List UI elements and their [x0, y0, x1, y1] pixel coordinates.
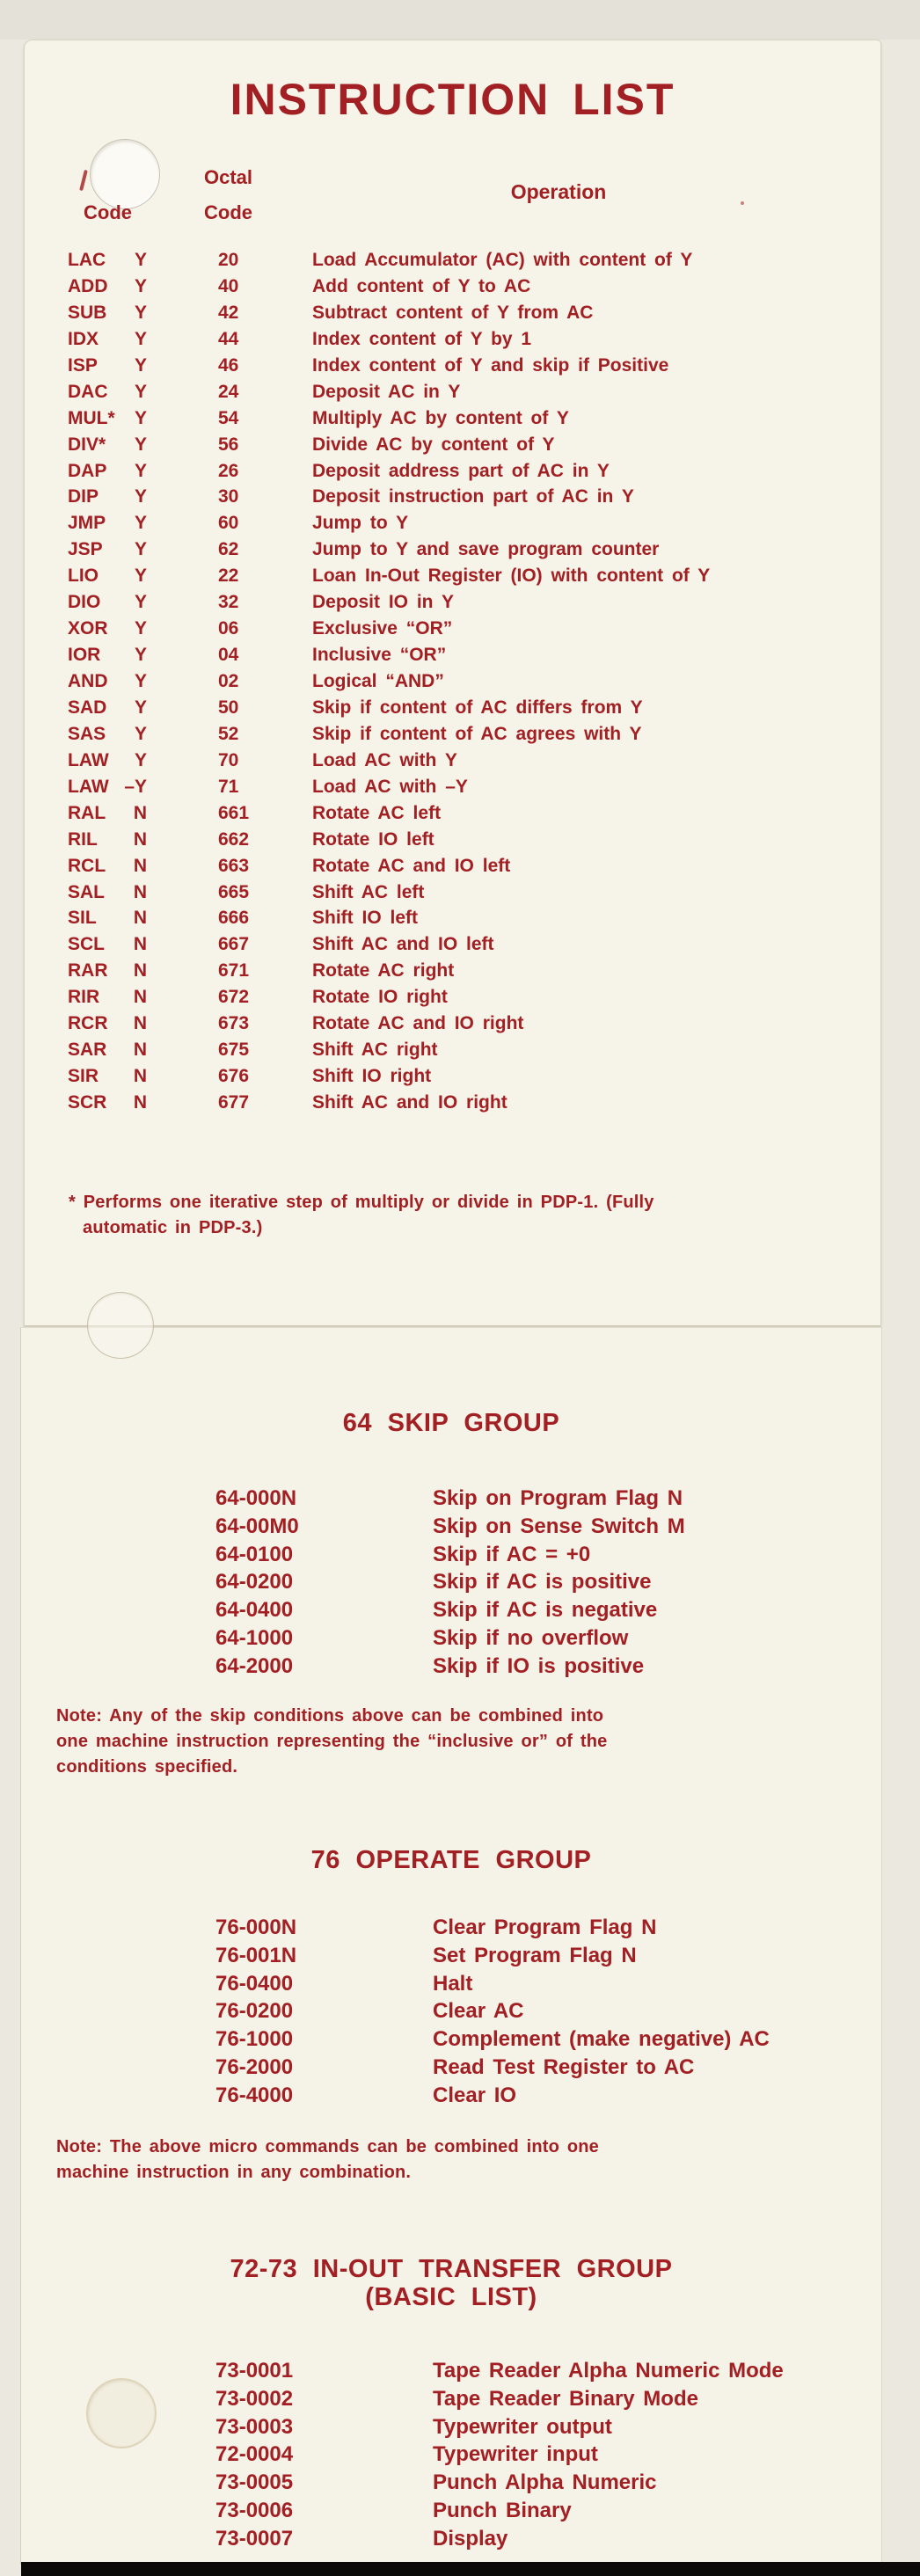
mnemonic-cell: AND — [68, 671, 108, 691]
octal-cell: 676 — [218, 1066, 250, 1087]
flag-cell: N — [133, 1066, 147, 1087]
table-row — [68, 379, 877, 405]
octal-cell: 60 — [218, 513, 239, 534]
flag-cell: N — [133, 1040, 147, 1061]
operation-cell: Multiply AC by content of Y — [312, 407, 569, 428]
octal-cell: 76-2000 — [215, 2054, 294, 2079]
operation-cell: Punch Alpha Numeric — [433, 2470, 657, 2495]
table-row — [68, 958, 877, 984]
octal-cell: 22 — [218, 566, 239, 587]
octal-cell: 62 — [218, 539, 239, 560]
operation-cell: Shift IO right — [312, 1066, 432, 1087]
mnemonic-cell: SAL — [68, 881, 105, 902]
table-row — [215, 1624, 849, 1653]
flag-cell: Y — [134, 381, 147, 402]
octal-cell: 54 — [218, 407, 239, 428]
octal-cell: 64-0200 — [215, 1570, 294, 1594]
section-heading-skip-group: 64 SKIP GROUP — [342, 1409, 560, 1437]
operation-cell: Add content of Y to AC — [312, 275, 531, 296]
mnemonic-cell: LAW — [68, 749, 109, 770]
operation-cell: Loan In-Out Register (IO) with content of Y — [312, 566, 711, 587]
operation-cell: Skip if IO is positive — [433, 1653, 645, 1678]
operation-cell: Clear AC — [433, 1999, 524, 2024]
table-row — [68, 1063, 877, 1090]
flag-cell: Y — [134, 697, 147, 718]
mnemonic-cell: SAR — [68, 1040, 107, 1061]
operation-cell: Load AC with –Y — [312, 776, 468, 797]
mnemonic-cell: SCR — [68, 1092, 107, 1113]
mnemonic-cell: SCL — [68, 934, 105, 955]
flag-cell: Y — [134, 749, 147, 770]
table-row — [215, 1914, 849, 1942]
table-row — [68, 484, 877, 510]
mnemonic-cell: ISP — [68, 354, 98, 376]
octal-cell: 661 — [218, 802, 250, 823]
mnemonic-cell: SIR — [68, 1066, 99, 1087]
octal-cell: 671 — [218, 960, 250, 982]
operation-cell: Typewriter input — [433, 2442, 598, 2467]
operation-cell: Rotate IO right — [312, 987, 448, 1008]
mnemonic-cell: RAR — [68, 960, 108, 982]
octal-cell: 64-0400 — [215, 1598, 294, 1623]
column-header-code: Code — [84, 201, 132, 223]
table-row — [215, 2413, 849, 2441]
flag-cell: Y — [134, 434, 147, 455]
operation-cell: Rotate AC right — [312, 960, 455, 982]
octal-cell: 02 — [218, 671, 239, 691]
operation-cell: Deposit instruction part of AC in Y — [312, 486, 634, 507]
note-line: conditions specified. — [56, 1757, 238, 1777]
operation-cell: Shift IO left — [312, 908, 418, 929]
table-row — [68, 563, 877, 589]
mnemonic-cell: DIV* — [68, 434, 106, 455]
flag-cell: Y — [134, 671, 147, 691]
page-title: INSTRUCTION LIST — [230, 75, 675, 124]
octal-cell: 667 — [218, 934, 250, 955]
operation-cell: Read Test Register to AC — [433, 2054, 695, 2079]
operation-cell: Skip on Sense Switch M — [433, 1514, 685, 1538]
operation-cell: Skip if AC = +0 — [433, 1542, 591, 1566]
mnemonic-cell: SAS — [68, 723, 106, 744]
column-header-operation: Operation — [510, 180, 607, 203]
table-row — [215, 2025, 849, 2054]
octal-cell: 46 — [218, 354, 239, 376]
mnemonic-cell: DIP — [68, 486, 99, 507]
section-heading-inout-group: 72-73 IN-OUT TRANSFER GROUP — [230, 2255, 673, 2283]
octal-cell: 76-0200 — [215, 1999, 294, 2024]
mnemonic-cell: LAW — [68, 776, 109, 797]
mnemonic-cell: DAP — [68, 460, 107, 481]
table-row — [68, 589, 877, 616]
flag-cell: Y — [134, 275, 147, 296]
table-row — [215, 2082, 849, 2110]
operation-cell: Clear IO — [433, 2083, 517, 2107]
octal-cell: 52 — [218, 723, 239, 744]
note-line: Note: Any of the skip conditions above can be combined into — [56, 1706, 604, 1726]
operate-group-table — [215, 1914, 849, 2110]
operation-cell: Punch Binary — [433, 2498, 572, 2522]
ink-speck — [741, 201, 744, 205]
mnemonic-cell: LAC — [68, 250, 106, 270]
table-row — [68, 536, 877, 563]
operation-cell: Exclusive “OR” — [312, 618, 453, 639]
octal-cell: 73-0001 — [215, 2359, 294, 2383]
operation-cell: Rotate IO left — [312, 828, 434, 850]
note-line: Note: The above micro commands can be combined into one — [56, 2137, 599, 2156]
flag-cell: Y — [134, 723, 147, 744]
octal-cell: 44 — [218, 328, 239, 349]
octal-cell: 64-000N — [215, 1486, 297, 1510]
octal-cell: 73-0006 — [215, 2498, 294, 2522]
operation-cell: Logical “AND” — [312, 671, 444, 691]
operation-cell: Load AC with Y — [312, 749, 457, 770]
octal-cell: 76-000N — [215, 1916, 297, 1939]
table-row — [215, 2441, 849, 2469]
octal-cell: 73-0002 — [215, 2386, 294, 2411]
operation-cell: Display — [433, 2526, 508, 2550]
octal-cell: 24 — [218, 381, 239, 402]
octal-cell: 70 — [218, 749, 239, 770]
flag-cell: N — [133, 855, 147, 876]
skip-group-note — [56, 1704, 608, 1780]
mnemonic-cell: MUL* — [68, 407, 115, 428]
mnemonic-cell: XOR — [68, 618, 108, 639]
flag-cell: Y — [134, 645, 147, 666]
octal-cell: 72-0004 — [215, 2442, 294, 2467]
octal-cell: 76-001N — [215, 1943, 297, 1967]
table-row — [68, 853, 877, 879]
column-header-octal-line1: Octal — [204, 166, 253, 188]
table-row — [215, 1997, 849, 2025]
mnemonic-cell: SAD — [68, 697, 107, 718]
table-row — [68, 616, 877, 642]
flag-cell: Y — [134, 328, 147, 349]
mnemonic-cell: RIL — [68, 828, 98, 850]
flag-cell: N — [133, 987, 147, 1008]
table-row — [68, 800, 877, 827]
operate-group-note — [56, 2135, 599, 2186]
octal-cell: 20 — [218, 250, 239, 270]
operation-cell: Deposit AC in Y — [312, 381, 461, 402]
flag-cell: Y — [134, 618, 147, 639]
operation-cell: Skip if no overflow — [433, 1625, 629, 1650]
operation-cell: Skip if AC is negative — [433, 1598, 658, 1623]
operation-cell: Deposit IO in Y — [312, 592, 454, 613]
table-row — [215, 1596, 849, 1624]
table-row — [68, 642, 877, 668]
octal-cell: 56 — [218, 434, 239, 455]
operation-cell: Shift AC and IO right — [312, 1092, 507, 1113]
octal-cell: 76-0400 — [215, 1971, 294, 1996]
mnemonic-cell: IOR — [68, 645, 101, 666]
note-line: machine instruction in any combination. — [56, 2163, 412, 2182]
table-row — [215, 2497, 849, 2525]
section-heading-operate-group: 76 OPERATE GROUP — [310, 1846, 592, 1874]
octal-cell: 76-4000 — [215, 2083, 294, 2107]
operation-cell: Skip on Program Flag N — [433, 1486, 683, 1510]
flag-cell: N — [133, 934, 147, 955]
flag-cell: Y — [134, 407, 147, 428]
octal-cell: 73-0007 — [215, 2526, 294, 2550]
table-row — [68, 300, 877, 326]
table-row — [68, 721, 877, 748]
scan-top-margin — [0, 0, 920, 40]
flag-cell: Y — [134, 460, 147, 481]
flag-cell: N — [133, 1013, 147, 1034]
mnemonic-cell: SIL — [68, 908, 97, 929]
mnemonic-cell: RCL — [68, 855, 106, 876]
flag-cell: Y — [134, 592, 147, 613]
flag-cell: N — [133, 802, 147, 823]
octal-cell: 04 — [218, 645, 239, 666]
footnote-line2: automatic in PDP-3.) — [83, 1218, 263, 1237]
table-row — [215, 2385, 849, 2413]
mnemonic-cell: DAC — [68, 381, 108, 402]
table-row — [215, 1653, 849, 1681]
flag-cell: Y — [134, 539, 147, 560]
flag-cell: N — [133, 881, 147, 902]
operation-cell: Divide AC by content of Y — [312, 434, 555, 455]
octal-cell: 673 — [218, 1013, 250, 1034]
table-row — [68, 774, 877, 800]
table-row — [215, 1485, 849, 1513]
inout-group-table — [215, 2357, 849, 2553]
flag-cell: Y — [134, 566, 147, 587]
mnemonic-cell: ADD — [68, 275, 108, 296]
table-row — [68, 432, 877, 458]
octal-cell: 677 — [218, 1092, 250, 1113]
flag-cell: Y — [134, 302, 147, 323]
flag-cell: Y — [134, 486, 147, 507]
mnemonic-cell: IDX — [68, 328, 99, 349]
mnemonic-cell: JSP — [68, 539, 103, 560]
table-row — [68, 931, 877, 958]
table-row — [68, 1011, 877, 1037]
operation-cell: Skip if content of AC differs from Y — [312, 697, 643, 718]
operation-cell: Inclusive “OR” — [312, 645, 447, 666]
table-row — [68, 405, 877, 432]
operation-cell: Skip if AC is positive — [433, 1570, 652, 1594]
operation-cell: Set Program Flag N — [433, 1943, 637, 1967]
octal-cell: 32 — [218, 592, 239, 613]
octal-cell: 666 — [218, 908, 250, 929]
punch-hole — [90, 139, 160, 209]
table-row — [68, 879, 877, 906]
flag-cell: N — [133, 908, 147, 929]
table-row — [68, 748, 877, 774]
table-row — [68, 510, 877, 536]
octal-cell: 73-0005 — [215, 2470, 294, 2495]
octal-cell: 64-1000 — [215, 1625, 294, 1650]
operation-cell: Jump to Y — [312, 513, 409, 534]
operation-cell: Index content of Y and skip if Positive — [312, 354, 669, 376]
operation-cell: Halt — [433, 1971, 473, 1996]
column-header-octal-line2: Code — [204, 201, 252, 223]
table-row — [215, 1970, 849, 1998]
punch-ring-middle — [87, 1292, 154, 1359]
operation-cell: Rotate AC and IO right — [312, 1013, 524, 1034]
mnemonic-cell: RCR — [68, 1013, 108, 1034]
table-row — [68, 274, 877, 300]
table-row — [68, 827, 877, 853]
note-line: one machine instruction representing the “inclusive or” of the — [56, 1732, 608, 1751]
table-row — [215, 2525, 849, 2553]
flag-cell: Y — [134, 354, 147, 376]
operation-cell: Load Accumulator (AC) with content of Y — [312, 250, 693, 270]
octal-cell: 64-00M0 — [215, 1514, 299, 1538]
mnemonic-cell: RAL — [68, 802, 106, 823]
flag-cell: N — [133, 1092, 147, 1113]
table-row — [215, 1942, 849, 1970]
operation-cell: Typewriter output — [433, 2414, 612, 2439]
flag-cell: Y — [134, 250, 147, 270]
flag-cell: N — [133, 828, 147, 850]
table-row — [215, 2357, 849, 2385]
table-row — [68, 326, 877, 353]
table-row — [215, 2054, 849, 2082]
table-row — [68, 353, 877, 379]
octal-cell: 662 — [218, 828, 250, 850]
octal-cell: 71 — [218, 776, 239, 797]
octal-cell: 76-1000 — [215, 2027, 294, 2052]
table-row — [68, 668, 877, 695]
table-row — [68, 984, 877, 1011]
table-row — [215, 2469, 849, 2497]
octal-cell: 672 — [218, 987, 250, 1008]
table-row — [68, 458, 877, 485]
operation-cell: Shift AC left — [312, 881, 425, 902]
mnemonic-cell: JMP — [68, 513, 106, 534]
operation-cell: Skip if content of AC agrees with Y — [312, 723, 642, 744]
octal-cell: 30 — [218, 486, 239, 507]
operation-cell: Complement (make negative) AC — [433, 2027, 770, 2052]
punch-ring-bottom — [86, 2378, 157, 2448]
octal-cell: 73-0003 — [215, 2414, 294, 2439]
operation-cell: Tape Reader Alpha Numeric Mode — [433, 2359, 784, 2383]
operation-cell: Shift AC and IO left — [312, 934, 494, 955]
flag-cell: –Y — [124, 776, 147, 797]
octal-cell: 64-2000 — [215, 1653, 294, 1678]
octal-cell: 26 — [218, 460, 239, 481]
operation-cell: Subtract content of Y from AC — [312, 302, 594, 323]
operation-cell: Rotate AC left — [312, 802, 442, 823]
octal-cell: 675 — [218, 1040, 250, 1061]
operation-cell: Deposit address part of AC in Y — [312, 460, 610, 481]
flag-cell: N — [133, 960, 147, 982]
octal-cell: 64-0100 — [215, 1542, 294, 1566]
octal-cell: 42 — [218, 302, 239, 323]
mnemonic-cell: LIO — [68, 566, 99, 587]
table-row — [215, 1541, 849, 1569]
table-row — [68, 905, 877, 931]
mnemonic-cell: DIO — [68, 592, 101, 613]
mnemonic-cell: RIR — [68, 987, 100, 1008]
octal-cell: 50 — [218, 697, 239, 718]
operation-cell: Rotate AC and IO left — [312, 855, 511, 876]
operation-cell: Index content of Y by 1 — [312, 328, 532, 349]
table-row — [215, 1568, 849, 1596]
table-row — [68, 1037, 877, 1063]
operation-cell: Clear Program Flag N — [433, 1916, 657, 1939]
skip-group-table — [215, 1485, 849, 1681]
table-row — [68, 695, 877, 721]
operation-cell: Tape Reader Binary Mode — [433, 2386, 698, 2411]
section-heading-inout-group-line2: (BASIC LIST) — [365, 2283, 537, 2311]
table-row — [68, 247, 877, 274]
scan-black-bar — [21, 2562, 920, 2576]
octal-cell: 40 — [218, 275, 239, 296]
operation-cell: Shift AC right — [312, 1040, 438, 1061]
table-row — [68, 1090, 877, 1116]
table-row — [215, 1513, 849, 1541]
instruction-table — [68, 247, 877, 1116]
octal-cell: 06 — [218, 618, 239, 639]
footnote-line1: * Performs one iterative step of multiply or divide in PDP-1. (Fully — [69, 1193, 654, 1212]
octal-cell: 663 — [218, 855, 250, 876]
operation-cell: Jump to Y and save program counter — [312, 539, 660, 560]
octal-cell: 665 — [218, 881, 250, 902]
flag-cell: Y — [134, 513, 147, 534]
mnemonic-cell: SUB — [68, 302, 107, 323]
